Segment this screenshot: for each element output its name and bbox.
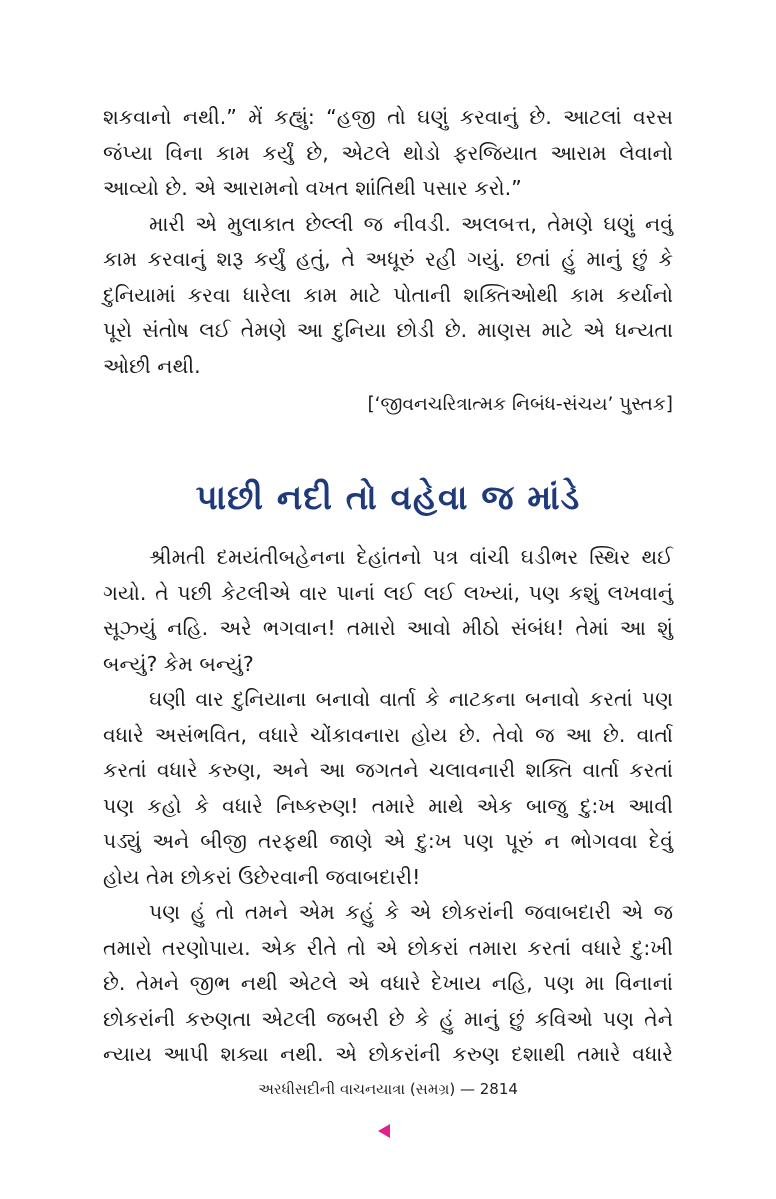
- text-line: બન્યું? કેમ બન્યું?: [103, 651, 254, 676]
- text-line: વધારે અસંભવિત, વધારે ચોંકાવનારા હોય છે. તેવો જ આ છે. વાર્તા: [103, 722, 673, 747]
- page-content: [103, 100, 673, 1073]
- back-arrow-icon[interactable]: [378, 1124, 390, 1138]
- text-line: પણ હું તો તમને એમ કહું કે એ છોકરાંની જવાબદારી એ જ: [149, 900, 673, 924]
- text-line: પણ કહો કે વધારે નિષ્કરુણ! તમારે માથે એક બાજુ દુ:ખ આવી: [103, 793, 673, 818]
- paragraph: [103, 207, 673, 385]
- text-line: ઘણી વાર દુનિયાના બનાવો વાર્તા કે નાટકના બનાવો કરતાં પણ: [149, 687, 673, 711]
- text-line: ન્યાય આપી શક્યા નથી. એ છોકરાંની કરુણ દશાથી તમારે વધારે: [103, 1042, 673, 1066]
- text-line: કામ કરવાનું શરૂ કર્યું હતું, તે અધૂરું રહી ગયું. છતાં હું માનું છું કે: [103, 247, 673, 271]
- source-citation: [‘જીવનચરિત્રાત્મક નિબંધ-સંચય’ પુસ્તક]: [367, 394, 673, 415]
- text-line: પૂરો સંતોષ લઈ તેમણે આ દુનિયા છોડી છે. માણસ માટે એ ધન્યતા: [103, 318, 673, 342]
- text-line: છોકરાંની કરુણતા એટલી જબરી છે કે હું માનું છું કવિઓ પણ તેને: [103, 1006, 673, 1031]
- section-heading: પાછી નદી તો વહેવા જ માંડે: [195, 478, 581, 518]
- text-line: જંપ્યા વિના કામ કર્યું છે, એટલે થોડો ફરજિયાત આરામ લેવાનો: [103, 140, 673, 165]
- text-line: પડ્યું અને બીજી તરફથી જાણે એ દુ:ખ પણ પૂરું ન ભોગવવા દેવું: [103, 829, 673, 853]
- paragraph: [103, 682, 673, 895]
- text-line: શ્રીમતી દમયંતીબહેનના દેહાંતનો પત્ર વાંચી ઘડીભર સ્થિર થઈ: [149, 545, 673, 569]
- text-line: દુનિયામાં કરવા ધારેલા કામ માટે પોતાની શક્તિઓથી કામ કર્યાનો: [103, 282, 673, 307]
- text-line: આવ્યો છે. એ આરામનો વખત શાંતિથી પસાર કરો.”: [103, 176, 522, 200]
- paragraph: [103, 100, 673, 207]
- text-line: સૂઝ્યું નહિ. અરે ભગવાન! તમારો આવો મીઠો સંબંધ! તેમાં આ શું: [103, 616, 673, 640]
- text-line: કરતાં વધારે કરુણ, અને આ જગતને ચલાવનારી શક્તિ વાર્તા કરતાં: [103, 758, 673, 782]
- page-footer: અરધીસદીની વાચનયાત્રા (સમગ્ર) — 2814: [258, 1080, 518, 1098]
- text-line: મારી એ મુલાકાત છેલ્લી જ નીવડી. અલબત્ત, તેમણે ઘણું નવું: [149, 211, 673, 236]
- text-line: છે. તેમને જીભ નથી એટલે એ વધારે દેખાય નહિ, પણ મા વિનાનાં: [103, 971, 673, 995]
- paragraph: [103, 895, 673, 1073]
- text-line: શકવાનો નથી.” મેં કહ્યું: “હજી તો ઘણું કરવાનું છે. આટલાં વરસ: [103, 105, 673, 129]
- paragraph: [103, 540, 673, 682]
- text-line: તમારો તરણોપાય. એક રીતે તો એ છોકરાં તમારા કરતાં વધારે દુ:ખી: [103, 935, 673, 960]
- text-line: ગયો. તે પછી કેટલીએ વાર પાનાં લઈ લઈ લખ્યાં, પણ કશું લખવાનું: [103, 580, 673, 605]
- text-line: ઓછી નથી.: [103, 353, 201, 378]
- text-line: હોય તેમ છોકરાં ઉછેરવાની જવાબદારી!: [103, 864, 421, 889]
